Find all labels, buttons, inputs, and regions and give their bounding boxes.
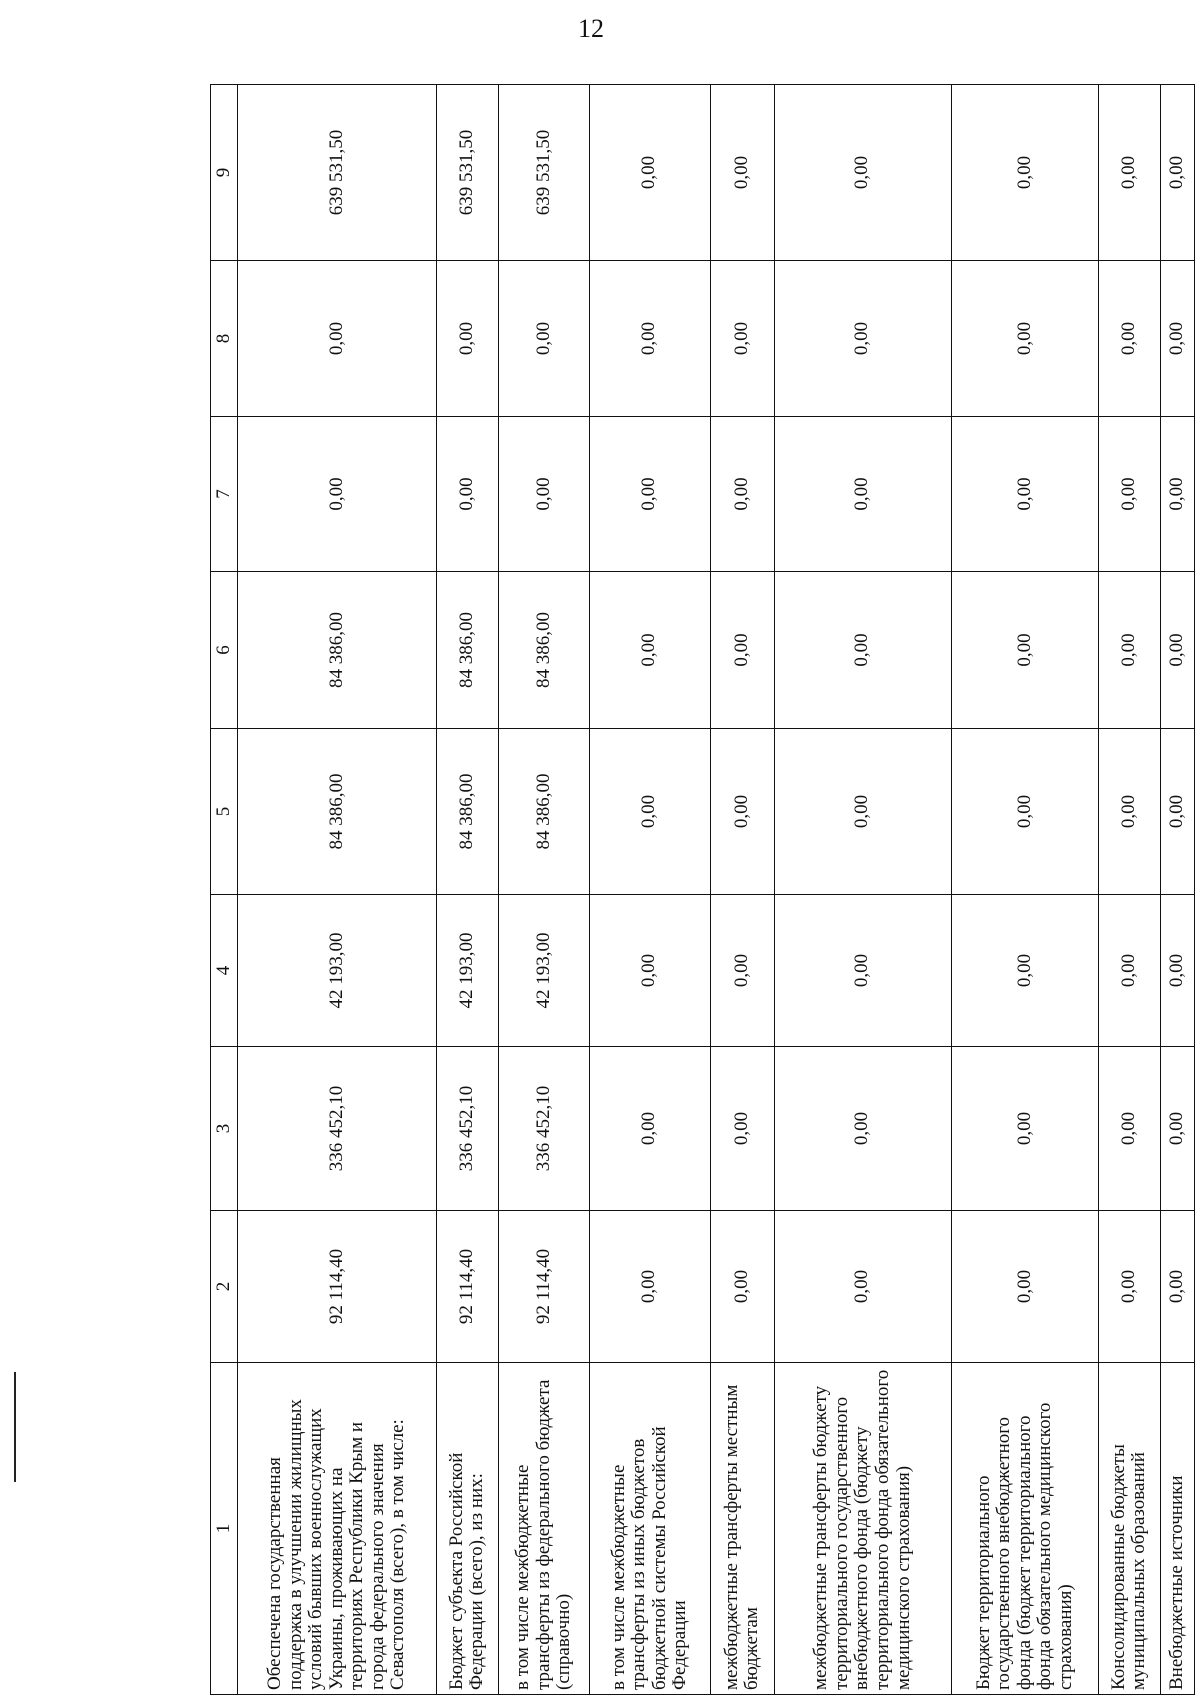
table-cell: 336 452,10 [238, 1047, 437, 1211]
table-cell: 0,00 [774, 261, 951, 417]
table-cell: 0,00 [710, 895, 774, 1047]
margin-mark [14, 1372, 16, 1482]
table-cell: 0,00 [589, 895, 710, 1047]
column-header: 5 [211, 729, 238, 895]
table-cell: 639 531,50 [238, 85, 437, 261]
table-cell: 639 531,50 [437, 85, 499, 261]
table-cell: 0,00 [710, 1211, 774, 1363]
header-row [211, 85, 238, 1695]
table-cell: 84 386,00 [498, 729, 589, 895]
rotated-table-wrapper [210, 85, 1195, 1695]
table-cell: 0,00 [498, 261, 589, 417]
table-cell: 0,00 [951, 729, 1098, 895]
table-cell: 0,00 [1160, 572, 1194, 729]
table-cell: 0,00 [589, 729, 710, 895]
column-header: 4 [211, 895, 238, 1047]
table-cell: 0,00 [498, 417, 589, 572]
table-cell: 0,00 [774, 417, 951, 572]
table-row [1099, 85, 1161, 1695]
table-cell: 42 193,00 [498, 895, 589, 1047]
column-header: 7 [211, 417, 238, 572]
row-label: Бюджет территориального государственного внебюджетного фонда (бюджет территориального фонда обязательного медицинского страхования) [951, 1363, 1098, 1695]
table-cell: 0,00 [1099, 895, 1161, 1047]
table-cell: 639 531,50 [498, 85, 589, 261]
column-header: 6 [211, 572, 238, 729]
table-cell: 0,00 [1160, 1047, 1194, 1211]
table-row [1160, 85, 1194, 1695]
table-row [774, 85, 951, 1695]
table-cell: 0,00 [1160, 1211, 1194, 1363]
table-cell: 0,00 [1160, 417, 1194, 572]
table-cell: 0,00 [1099, 1047, 1161, 1211]
table-cell: 336 452,10 [437, 1047, 499, 1211]
table-cell: 0,00 [951, 1211, 1098, 1363]
table-cell: 0,00 [1099, 261, 1161, 417]
table-cell: 0,00 [951, 261, 1098, 417]
table-cell: 0,00 [774, 729, 951, 895]
table-cell: 336 452,10 [498, 1047, 589, 1211]
table-cell: 0,00 [951, 85, 1098, 261]
table-cell: 0,00 [774, 572, 951, 729]
table-cell: 0,00 [710, 1047, 774, 1211]
table-row [589, 85, 710, 1695]
table-cell: 0,00 [1099, 85, 1161, 261]
row-label: в том числе межбюджетные трансферты из иных бюджетов бюджетной системы Российской Федерации [589, 1363, 710, 1695]
table-cell: 0,00 [774, 895, 951, 1047]
table-cell: 0,00 [1160, 85, 1194, 261]
table-row [498, 85, 589, 1695]
table-cell: 0,00 [710, 417, 774, 572]
table-cell: 92 114,40 [498, 1211, 589, 1363]
table-cell: 84 386,00 [238, 572, 437, 729]
table-cell: 92 114,40 [437, 1211, 499, 1363]
table-cell: 0,00 [774, 1047, 951, 1211]
table-cell: 42 193,00 [437, 895, 499, 1047]
table-cell: 0,00 [589, 1047, 710, 1211]
table-cell: 84 386,00 [437, 572, 499, 729]
table-cell: 42 193,00 [238, 895, 437, 1047]
table-cell: 0,00 [710, 85, 774, 261]
table-cell: 0,00 [1099, 417, 1161, 572]
table-cell: 0,00 [1160, 261, 1194, 417]
budget-table [210, 84, 1195, 1695]
column-header: 8 [211, 261, 238, 417]
table-cell: 84 386,00 [437, 729, 499, 895]
table-cell: 0,00 [589, 1211, 710, 1363]
table-cell: 0,00 [589, 417, 710, 572]
table-cell: 0,00 [1160, 729, 1194, 895]
table-cell: 0,00 [951, 1047, 1098, 1211]
table-cell: 0,00 [710, 261, 774, 417]
table-cell: 0,00 [437, 261, 499, 417]
table-cell: 0,00 [437, 417, 499, 572]
table-cell: 0,00 [1099, 1211, 1161, 1363]
table-cell: 0,00 [1160, 895, 1194, 1047]
table-cell: 84 386,00 [238, 729, 437, 895]
row-label: в том числе межбюджетные трансферты из федерального бюджета (справочно) [498, 1363, 589, 1695]
column-header: 2 [211, 1211, 238, 1363]
table-cell: 0,00 [1099, 572, 1161, 729]
table-row [437, 85, 499, 1695]
table-cell: 0,00 [238, 417, 437, 572]
row-label: Внебюджетные источники [1160, 1363, 1194, 1695]
table-cell: 0,00 [710, 729, 774, 895]
table-cell: 0,00 [589, 261, 710, 417]
table-row [710, 85, 774, 1695]
table-cell: 0,00 [951, 895, 1098, 1047]
table-cell: 0,00 [951, 572, 1098, 729]
table-cell: 0,00 [589, 572, 710, 729]
column-header: 1 [211, 1363, 238, 1695]
table-cell: 0,00 [589, 85, 710, 261]
table-cell: 0,00 [1099, 729, 1161, 895]
row-label: Консолидированные бюджеты муниципальных образований [1099, 1363, 1161, 1695]
table-row [238, 85, 437, 1695]
table-cell: 0,00 [774, 85, 951, 261]
table-cell: 0,00 [710, 572, 774, 729]
table-row [951, 85, 1098, 1695]
column-header: 9 [211, 85, 238, 261]
row-label: межбюджетные трансферты местным бюджетам [710, 1363, 774, 1695]
table-cell: 92 114,40 [238, 1211, 437, 1363]
column-header: 3 [211, 1047, 238, 1211]
table-cell: 84 386,00 [498, 572, 589, 729]
table-cell: 0,00 [951, 417, 1098, 572]
row-label: межбюджетные трансферты бюджету территориального государственного внебюджетного фонда (бюджету территориального фонда обязательного медицинского страхования) [774, 1363, 951, 1695]
row-label: Обеспечена государственная поддержка в улучшении жилищных условий бывших военнослужащих Украины, проживающих на территориях Республики Крым и города федерального значения Севастополя (всего), в том числе: [238, 1363, 437, 1695]
table-cell: 0,00 [774, 1211, 951, 1363]
table-cell: 0,00 [238, 261, 437, 417]
row-label: Бюджет субъекта Российской Федерации (всего), из них: [437, 1363, 499, 1695]
page-number: 12 [578, 14, 604, 43]
